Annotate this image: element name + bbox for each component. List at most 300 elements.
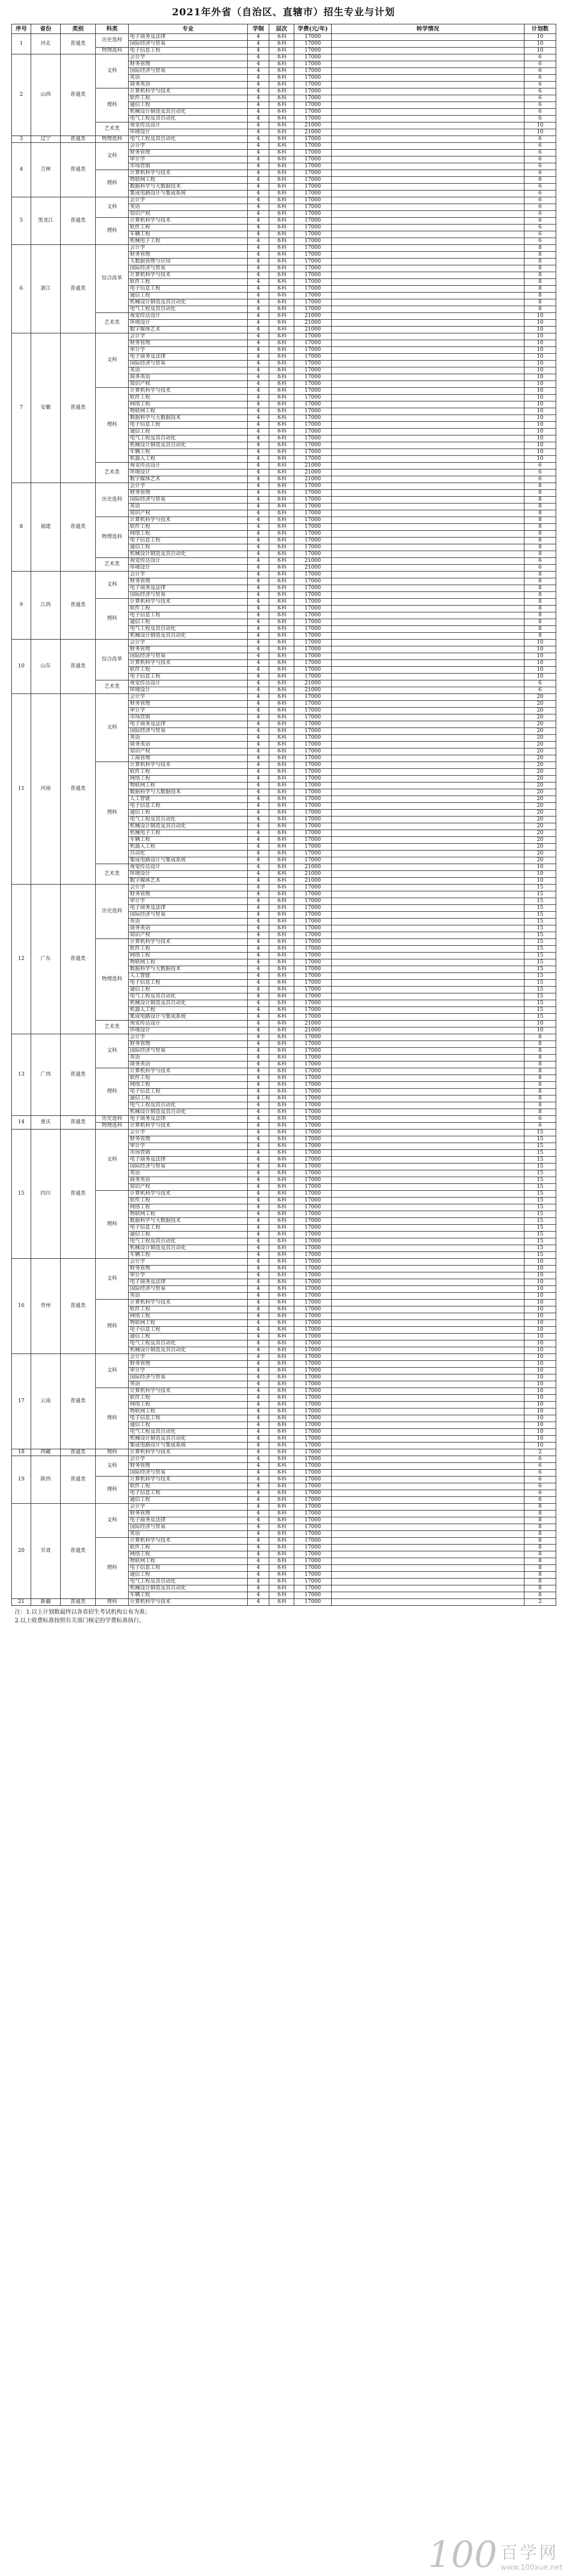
- transfer-note: [332, 401, 524, 408]
- tuition-fee: 17000: [294, 1347, 332, 1354]
- duration-years: 4: [248, 143, 269, 150]
- transfer-note: [332, 1422, 524, 1429]
- education-level: 本科: [269, 1477, 294, 1483]
- duration-years: 4: [248, 1422, 269, 1429]
- plan-count: 15: [524, 1150, 556, 1157]
- major-name: 国际经济与贸易: [129, 592, 248, 599]
- plan-count: 10: [524, 1306, 556, 1313]
- header-cell: 学费(元/年): [294, 24, 332, 34]
- education-level: 本科: [269, 1449, 294, 1456]
- tuition-fee: 17000: [294, 606, 332, 612]
- plan-count: 15: [524, 1245, 556, 1252]
- duration-years: 4: [248, 449, 269, 456]
- tuition-fee: 17000: [294, 1470, 332, 1477]
- transfer-note: [332, 599, 524, 606]
- duration-years: 4: [248, 333, 269, 340]
- plan-count: 20: [524, 769, 556, 776]
- table-row: [12, 1599, 556, 1606]
- tuition-fee: 17000: [294, 1531, 332, 1538]
- plan-count: 8: [524, 1068, 556, 1075]
- subject-track: 理科: [96, 1599, 129, 1606]
- transfer-note: [332, 796, 524, 803]
- education-level: 本科: [269, 401, 294, 408]
- plan-count: 6: [524, 163, 556, 170]
- tuition-fee: 17000: [294, 1252, 332, 1259]
- row-number: 16: [12, 1259, 31, 1354]
- education-level: 本科: [269, 565, 294, 572]
- transfer-note: [332, 946, 524, 953]
- major-name: 机械设计制造及其自动化: [129, 1109, 248, 1116]
- duration-years: 4: [248, 184, 269, 191]
- duration-years: 4: [248, 48, 269, 54]
- duration-years: 4: [248, 1272, 269, 1279]
- category-type: 普通类: [61, 1116, 96, 1130]
- duration-years: 4: [248, 572, 269, 578]
- plan-count: 8: [524, 286, 556, 293]
- tuition-fee: 21000: [294, 680, 332, 687]
- major-name: 财务管理: [129, 646, 248, 653]
- transfer-note: [332, 1579, 524, 1585]
- subject-track: 历史选科: [96, 483, 129, 517]
- major-name: 会计学: [129, 640, 248, 646]
- transfer-note: [332, 82, 524, 88]
- major-name: 视觉传达设计: [129, 122, 248, 129]
- transfer-note: [332, 163, 524, 170]
- plan-count: 6: [524, 565, 556, 572]
- transfer-note: [332, 1429, 524, 1436]
- tuition-fee: 17000: [294, 1286, 332, 1293]
- major-name: 人工智能: [129, 796, 248, 803]
- transfer-note: [332, 1415, 524, 1422]
- tuition-fee: 17000: [294, 497, 332, 504]
- major-name: 机械设计制造及其自动化: [129, 299, 248, 306]
- duration-years: 4: [248, 980, 269, 987]
- transfer-note: [332, 299, 524, 306]
- transfer-note: [332, 687, 524, 694]
- major-name: 电子信息工程: [129, 1415, 248, 1422]
- major-name: 机器人工程: [129, 844, 248, 851]
- transfer-note: [332, 531, 524, 538]
- major-name: 知识产权: [129, 381, 248, 388]
- tuition-fee: 17000: [294, 102, 332, 109]
- duration-years: 4: [248, 1245, 269, 1252]
- major-name: 网络工程: [129, 531, 248, 538]
- plan-count: 20: [524, 810, 556, 817]
- duration-years: 4: [248, 197, 269, 204]
- major-name: 电子商务及法律: [129, 585, 248, 592]
- transfer-note: [332, 1334, 524, 1340]
- plan-count: 10: [524, 435, 556, 442]
- tuition-fee: 17000: [294, 1306, 332, 1313]
- education-level: 本科: [269, 993, 294, 1000]
- duration-years: 4: [248, 388, 269, 395]
- major-name: 计算机科学与技术: [129, 1538, 248, 1545]
- tuition-fee: 17000: [294, 1095, 332, 1102]
- tuition-fee: 17000: [294, 286, 332, 293]
- row-number: 3: [12, 136, 31, 143]
- duration-years: 4: [248, 1021, 269, 1027]
- duration-years: 4: [248, 483, 269, 490]
- plan-count: 8: [524, 279, 556, 286]
- plan-count: 15: [524, 1007, 556, 1014]
- major-name: 视觉传达设计: [129, 558, 248, 565]
- duration-years: 4: [248, 1565, 269, 1572]
- plan-count: 8: [524, 517, 556, 524]
- transfer-note: [332, 830, 524, 837]
- major-name: 软件工程: [129, 1306, 248, 1313]
- row-number: 14: [12, 1116, 31, 1130]
- tuition-fee: 17000: [294, 1551, 332, 1558]
- duration-years: 4: [248, 88, 269, 95]
- transfer-note: [332, 102, 524, 109]
- tuition-fee: 17000: [294, 1354, 332, 1361]
- duration-years: 4: [248, 640, 269, 646]
- education-level: 本科: [269, 1415, 294, 1422]
- plan-count: 6: [524, 1497, 556, 1504]
- tuition-fee: 17000: [294, 82, 332, 88]
- transfer-note: [332, 1259, 524, 1266]
- duration-years: 4: [248, 769, 269, 776]
- education-level: 本科: [269, 340, 294, 347]
- table-row: [12, 197, 556, 204]
- transfer-note: [332, 1497, 524, 1504]
- tuition-fee: 17000: [294, 1477, 332, 1483]
- major-name: 国际经济与贸易: [129, 1286, 248, 1293]
- category-type: 普通类: [61, 1354, 96, 1449]
- duration-years: 4: [248, 599, 269, 606]
- plan-count: 6: [524, 1116, 556, 1123]
- major-name: 环境设计: [129, 320, 248, 327]
- tuition-fee: 17000: [294, 340, 332, 347]
- transfer-note: [332, 218, 524, 225]
- subject-track: 理科: [96, 599, 129, 640]
- tuition-fee: 17000: [294, 1259, 332, 1266]
- duration-years: 4: [248, 265, 269, 272]
- transfer-note: [332, 803, 524, 810]
- tuition-fee: 17000: [294, 646, 332, 653]
- plan-count: 2: [524, 1599, 556, 1606]
- transfer-note: [332, 578, 524, 585]
- table-row: [12, 1259, 556, 1266]
- education-level: 本科: [269, 742, 294, 748]
- plan-count: 10: [524, 640, 556, 646]
- tuition-fee: 17000: [294, 1429, 332, 1436]
- tuition-fee: 17000: [294, 1170, 332, 1177]
- education-level: 本科: [269, 517, 294, 524]
- duration-years: 4: [248, 116, 269, 122]
- tuition-fee: 17000: [294, 578, 332, 585]
- duration-years: 4: [248, 912, 269, 919]
- transfer-note: [332, 925, 524, 932]
- education-level: 本科: [269, 572, 294, 578]
- tuition-fee: 17000: [294, 88, 332, 95]
- plan-count: 8: [524, 265, 556, 272]
- category-type: 普通类: [61, 54, 96, 136]
- tuition-fee: 17000: [294, 817, 332, 823]
- tuition-fee: 17000: [294, 1538, 332, 1545]
- plan-count: 10: [524, 333, 556, 340]
- transfer-note: [332, 1470, 524, 1477]
- tuition-fee: 17000: [294, 823, 332, 830]
- category-type: 普通类: [61, 197, 96, 245]
- transfer-note: [332, 1531, 524, 1538]
- major-name: 通信工程: [129, 429, 248, 435]
- major-name: 财务管理: [129, 1136, 248, 1143]
- tuition-fee: 17000: [294, 48, 332, 54]
- major-name: 会计学: [129, 143, 248, 150]
- duration-years: 4: [248, 844, 269, 851]
- subject-track: 理科: [96, 1538, 129, 1599]
- duration-years: 4: [248, 708, 269, 714]
- plan-count: 15: [524, 905, 556, 912]
- duration-years: 4: [248, 1368, 269, 1374]
- transfer-note: [332, 1585, 524, 1592]
- education-level: 本科: [269, 1497, 294, 1504]
- major-name: 会计学: [129, 1504, 248, 1511]
- header-cell: 省份: [31, 24, 61, 34]
- major-name: 电子信息工程: [129, 422, 248, 429]
- education-level: 本科: [269, 701, 294, 708]
- duration-years: 4: [248, 136, 269, 143]
- duration-years: 4: [248, 1524, 269, 1531]
- subject-track: 文科: [96, 1504, 129, 1538]
- education-level: 本科: [269, 456, 294, 463]
- tuition-fee: 17000: [294, 61, 332, 68]
- subject-track: 文科: [96, 1354, 129, 1388]
- education-level: 本科: [269, 68, 294, 75]
- plan-count: 10: [524, 1402, 556, 1408]
- major-name: 网络工程: [129, 1204, 248, 1211]
- education-level: 本科: [269, 476, 294, 483]
- education-level: 本科: [269, 483, 294, 490]
- plan-count: 8: [524, 1109, 556, 1116]
- major-name: 英语: [129, 504, 248, 510]
- tuition-fee: 17000: [294, 1225, 332, 1232]
- plan-count: 10: [524, 340, 556, 347]
- tuition-fee: 21000: [294, 476, 332, 483]
- duration-years: 4: [248, 1218, 269, 1225]
- duration-years: 4: [248, 517, 269, 524]
- plan-count: 15: [524, 1252, 556, 1259]
- education-level: 本科: [269, 122, 294, 129]
- tuition-fee: 17000: [294, 204, 332, 211]
- education-level: 本科: [269, 75, 294, 82]
- education-level: 本科: [269, 1334, 294, 1340]
- major-name: 会计学: [129, 333, 248, 340]
- plan-count: 10: [524, 1422, 556, 1429]
- major-name: 机械设计制造及其自动化: [129, 1436, 248, 1443]
- education-level: 本科: [269, 1599, 294, 1606]
- major-name: 国际经济与贸易: [129, 1374, 248, 1381]
- tuition-fee: 17000: [294, 163, 332, 170]
- duration-years: 4: [248, 129, 269, 136]
- education-level: 本科: [269, 109, 294, 116]
- major-name: 电子信息工程: [129, 612, 248, 619]
- plan-count: 6: [524, 238, 556, 245]
- major-name: 软件工程: [129, 524, 248, 531]
- major-name: 通信工程: [129, 1422, 248, 1429]
- transfer-note: [332, 68, 524, 75]
- duration-years: 4: [248, 163, 269, 170]
- subject-track: 文科: [96, 694, 129, 762]
- transfer-note: [332, 225, 524, 231]
- province-name: 广东: [31, 885, 61, 1034]
- table-header-row: [12, 24, 556, 34]
- header-cell: 计划数: [524, 24, 556, 34]
- duration-years: 4: [248, 1123, 269, 1130]
- duration-years: 4: [248, 1585, 269, 1592]
- row-number: 6: [12, 245, 31, 333]
- plan-count: 6: [524, 225, 556, 231]
- major-name: 电子信息工程: [129, 538, 248, 544]
- education-level: 本科: [269, 919, 294, 925]
- plan-count: 20: [524, 748, 556, 755]
- education-level: 本科: [269, 293, 294, 299]
- tuition-fee: 17000: [294, 905, 332, 912]
- major-name: 电气工程及其自动化: [129, 1102, 248, 1109]
- plan-count: 8: [524, 1538, 556, 1545]
- tuition-fee: 17000: [294, 1443, 332, 1449]
- duration-years: 4: [248, 1306, 269, 1313]
- plan-count: 15: [524, 987, 556, 993]
- education-level: 本科: [269, 1524, 294, 1531]
- transfer-note: [332, 1184, 524, 1191]
- transfer-note: [332, 844, 524, 851]
- transfer-note: [332, 1592, 524, 1599]
- tuition-fee: 21000: [294, 469, 332, 476]
- tuition-fee: 17000: [294, 415, 332, 422]
- major-name: 财务管理: [129, 578, 248, 585]
- tuition-fee: 21000: [294, 565, 332, 572]
- transfer-note: [332, 347, 524, 354]
- education-level: 本科: [269, 558, 294, 565]
- major-name: 软件工程: [129, 946, 248, 953]
- education-level: 本科: [269, 694, 294, 701]
- education-level: 本科: [269, 878, 294, 885]
- major-name: 审计学: [129, 1272, 248, 1279]
- education-level: 本科: [269, 374, 294, 381]
- plan-count: 20: [524, 701, 556, 708]
- tuition-fee: 17000: [294, 34, 332, 41]
- education-level: 本科: [269, 245, 294, 252]
- major-name: 软件工程: [129, 1075, 248, 1082]
- transfer-note: [332, 932, 524, 939]
- major-name: 物联网工程: [129, 959, 248, 966]
- plan-count: 10: [524, 864, 556, 871]
- plan-count: 6: [524, 170, 556, 177]
- tuition-fee: 17000: [294, 197, 332, 204]
- major-name: 知识产权: [129, 932, 248, 939]
- row-number: 1: [12, 34, 31, 54]
- transfer-note: [332, 1306, 524, 1313]
- transfer-note: [332, 1463, 524, 1470]
- plan-count: 15: [524, 1238, 556, 1245]
- plan-count: 10: [524, 408, 556, 415]
- tuition-fee: 21000: [294, 313, 332, 320]
- major-name: 计算机科学与技术: [129, 1449, 248, 1456]
- plan-count: 6: [524, 197, 556, 204]
- tuition-fee: 17000: [294, 762, 332, 769]
- transfer-note: [332, 1109, 524, 1116]
- major-name: 数字媒体艺术: [129, 327, 248, 333]
- major-name: 工商管理: [129, 755, 248, 762]
- tuition-fee: 17000: [294, 238, 332, 245]
- education-level: 本科: [269, 1266, 294, 1272]
- table-row: [12, 572, 556, 578]
- transfer-note: [332, 374, 524, 381]
- tuition-fee: 17000: [294, 1068, 332, 1075]
- plan-count: 8: [524, 1089, 556, 1095]
- category-type: 普通类: [61, 1599, 96, 1606]
- transfer-note: [332, 415, 524, 422]
- duration-years: 4: [248, 1027, 269, 1034]
- transfer-note: [332, 1143, 524, 1150]
- row-number: 19: [12, 1456, 31, 1504]
- tuition-fee: 17000: [294, 54, 332, 61]
- major-name: 环境设计: [129, 129, 248, 136]
- duration-years: 4: [248, 1490, 269, 1497]
- major-name: 商务英语: [129, 1061, 248, 1068]
- tuition-fee: 17000: [294, 299, 332, 306]
- plan-count: 8: [524, 572, 556, 578]
- province-name: 福建: [31, 483, 61, 572]
- major-name: 会计学: [129, 197, 248, 204]
- plan-count: 10: [524, 653, 556, 660]
- major-name: 英语: [129, 1170, 248, 1177]
- major-name: 通信工程: [129, 1497, 248, 1504]
- transfer-note: [332, 367, 524, 374]
- education-level: 本科: [269, 272, 294, 279]
- duration-years: 4: [248, 1517, 269, 1524]
- major-name: 数据科学与大数据技术: [129, 415, 248, 422]
- category-type: 普通类: [61, 1130, 96, 1259]
- transfer-note: [332, 1327, 524, 1334]
- education-level: 本科: [269, 612, 294, 619]
- tuition-fee: 17000: [294, 1456, 332, 1463]
- plan-count: 10: [524, 1429, 556, 1436]
- tuition-fee: 17000: [294, 660, 332, 667]
- major-name: 电气工程及其自动化: [129, 116, 248, 122]
- row-number: 13: [12, 1034, 31, 1116]
- plan-count: 6: [524, 109, 556, 116]
- duration-years: 4: [248, 95, 269, 102]
- transfer-note: [332, 408, 524, 415]
- transfer-note: [332, 259, 524, 265]
- transfer-note: [332, 1000, 524, 1007]
- plan-count: 15: [524, 1170, 556, 1177]
- plan-count: 6: [524, 1456, 556, 1463]
- plan-count: 6: [524, 116, 556, 122]
- major-name: 计算机科学与技术: [129, 1191, 248, 1198]
- duration-years: 4: [248, 1157, 269, 1164]
- plan-count: 8: [524, 490, 556, 497]
- transfer-note: [332, 653, 524, 660]
- plan-count: 15: [524, 1198, 556, 1204]
- major-name: 电子信息工程: [129, 803, 248, 810]
- education-level: 本科: [269, 1143, 294, 1150]
- duration-years: 4: [248, 429, 269, 435]
- plan-count: 8: [524, 599, 556, 606]
- major-name: 通信工程: [129, 544, 248, 551]
- education-level: 本科: [269, 1340, 294, 1347]
- plan-count: 15: [524, 898, 556, 905]
- row-number: 8: [12, 483, 31, 572]
- tuition-fee: 17000: [294, 1327, 332, 1334]
- duration-years: 4: [248, 660, 269, 667]
- duration-years: 4: [248, 885, 269, 891]
- education-level: 本科: [269, 1436, 294, 1443]
- major-name: 网络工程: [129, 776, 248, 782]
